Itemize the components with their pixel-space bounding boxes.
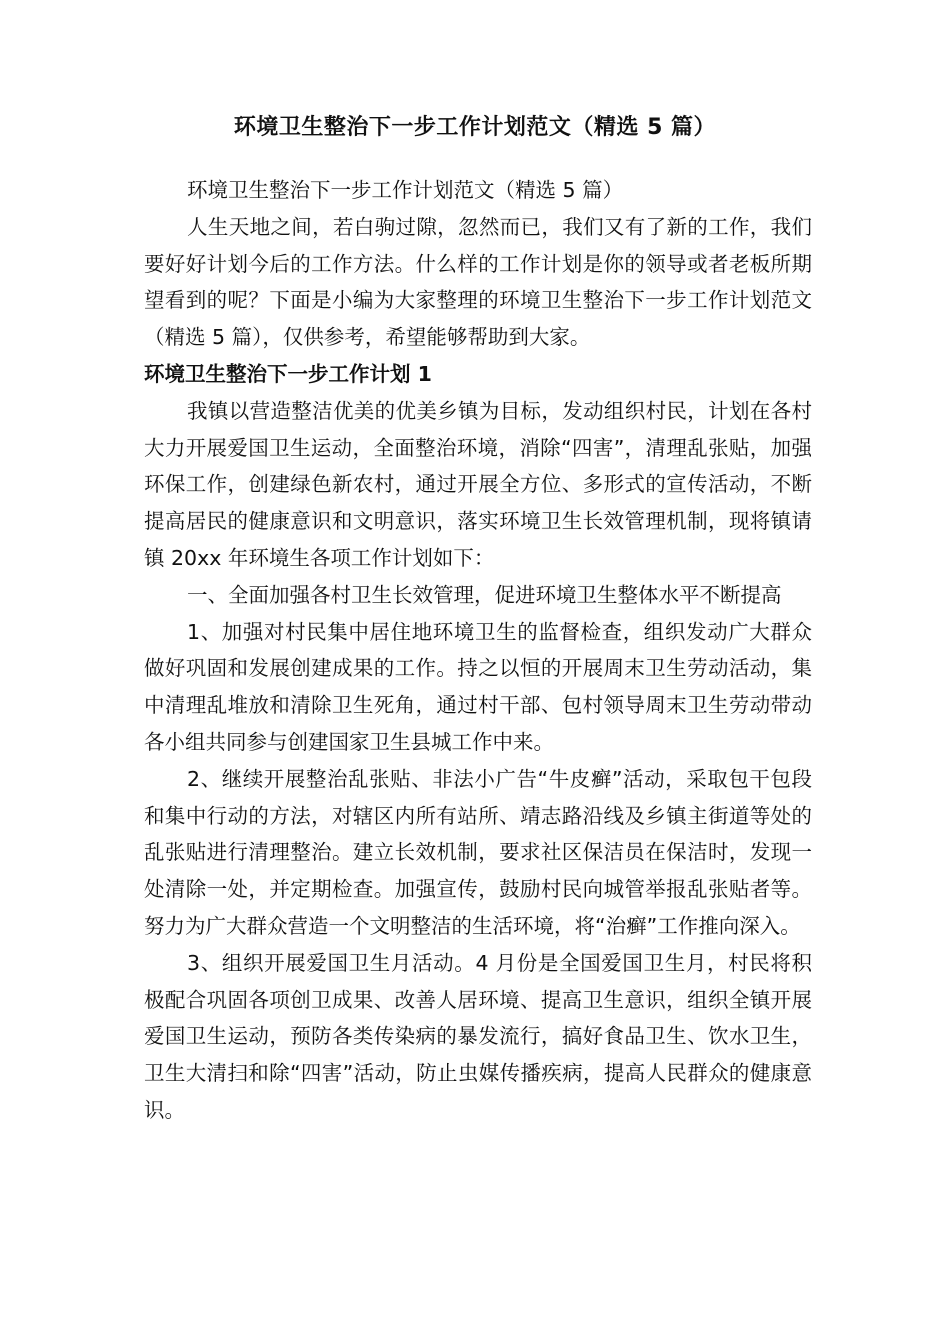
body-paragraph: 我镇以营造整洁优美的优美乡镇为目标，发动组织村民，计划在各村大力开展爱国卫生运动，全面整治环境，消除“四害”，清理乱张贴，加强环保工作，创建绿色新农村，通过开展全方位、多形式的宣传活动，不断提高居民的健康意识和文明意识，落实环境卫生长效管理机制，现将镇请镇 20xx 年环境生各项工作计划如下： — [144, 398, 812, 570]
document-body — [144, 172, 812, 1129]
section-heading: 环境卫生整治下一步工作计划 1 — [144, 361, 432, 386]
intro-paragraph: 人生天地之间，若白驹过隙，忽然而已，我们又有了新的工作，我们要好好计划今后的工作方法。什么样的工作计划是你的领导或者老板所期望看到的呢？下面是小编为大家整理的环境卫生整治下一步工作计划范文（精选 5 篇），仅供参考，希望能够帮助到大家。 — [144, 214, 812, 350]
body-paragraph: 一、全面加强各村卫生长效管理，促进环境卫生整体水平不断提高 — [187, 582, 782, 607]
document-title: 环境卫生整治下一步工作计划范文（精选 5 篇） — [233, 115, 717, 140]
body-paragraph: 2、继续开展整治乱张贴、非法小广告“牛皮癣”活动，采取包干包段和集中行动的方法，对辖区内所有站所、靖志路沿线及乡镇主街道等处的乱张贴进行清理整治。建立长效机制，要求社区保洁员在保洁时，发现一处清除一处，并定期检查。加强宣传，鼓励村民向城管举报乱张贴者等。努力为广大群众营造一个文明整洁的生活环境，将“治癣”工作推向深入。 — [144, 766, 812, 938]
body-paragraph: 3、组织开展爱国卫生月活动。4 月份是全国爱国卫生月，村民将积极配合巩固各项创卫成果、改善人居环境、提高卫生意识，组织全镇开展爱国卫生运动，预防各类传染病的暴发流行，搞好食品卫生、饮水卫生，卫生大清扫和除“四害”活动，防止虫媒传播疾病，提高人民群众的健康意识。 — [144, 950, 812, 1122]
subtitle-paragraph: 环境卫生整治下一步工作计划范文（精选 5 篇） — [187, 178, 624, 202]
body-paragraph: 1、加强对村民集中居住地环境卫生的监督检查，组织发动广大群众做好巩固和发展创建成果的工作。持之以恒的开展周末卫生劳动活动，集中清理乱堆放和清除卫生死角，通过村干部、包村领导周末卫生劳动带动各小组共同参与创建国家卫生县城工作中来。 — [144, 619, 812, 754]
